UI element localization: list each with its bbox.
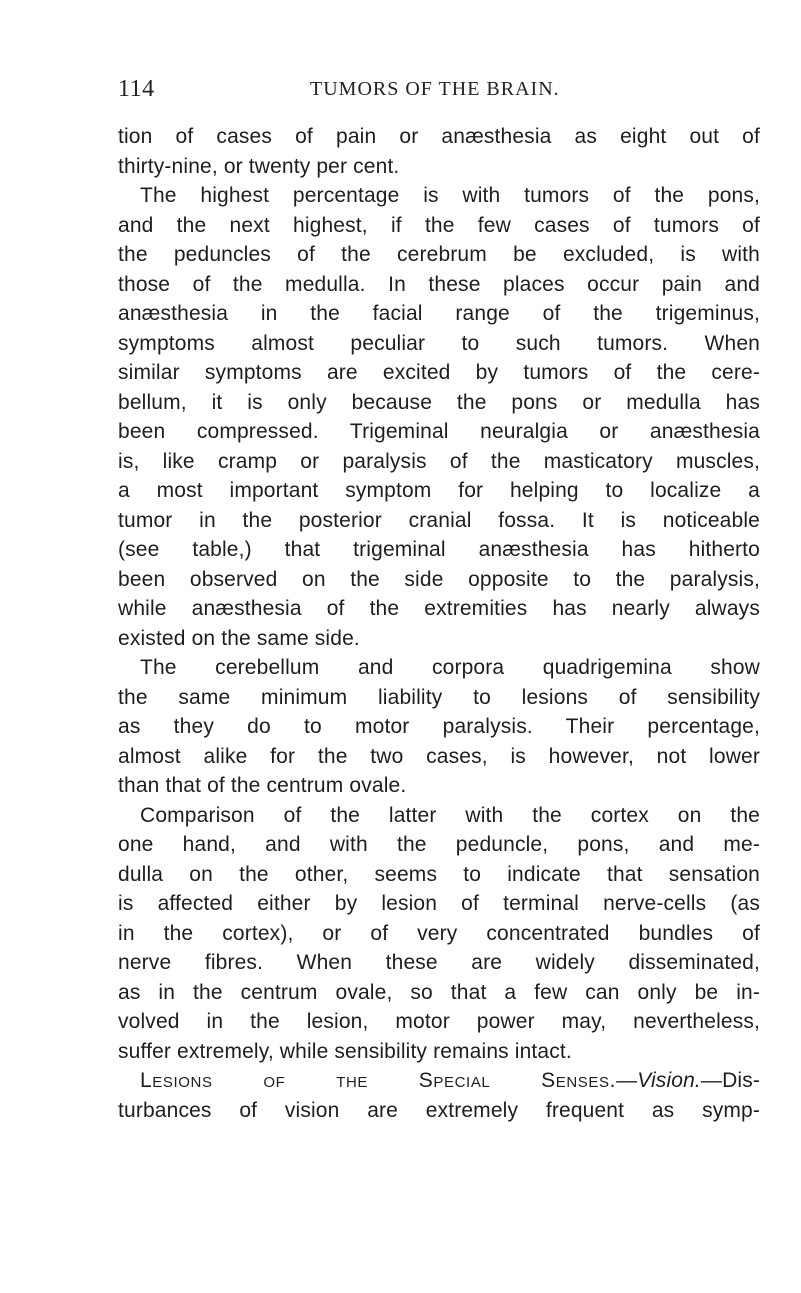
text-line: anæsthesia in the facial range of the trigeminus, [118, 302, 760, 325]
text-line: tumor in the posterior cranial fossa. It is noticeable [118, 508, 760, 532]
text-line: in the cortex), or of very concentrated bundles of [118, 921, 760, 945]
text-line: while anæsthesia of the extremities has nearly always [118, 597, 760, 620]
text-line: and the next highest, if the few cases of tumors of [118, 213, 760, 237]
text-line: The cerebellum and corpora quadrigemina show [140, 656, 760, 679]
body-text [118, 122, 760, 1125]
text-line: as in the centrum ovale, so that a few can only be in- [118, 980, 760, 1004]
section-heading-line [118, 1066, 760, 1096]
text-line: been observed on the side opposite to the paralysis, [118, 567, 760, 591]
text-line: turbances of vision are extremely frequent as symp- [118, 1098, 760, 1122]
text-line: similar symptoms are excited by tumors of the cere- [118, 361, 760, 384]
text-line: been compressed. Trigeminal neuralgia or anæsthesia [118, 420, 760, 443]
section-subheading: Vision. [637, 1069, 701, 1092]
running-title: TUMORS OF THE BRAIN. [310, 78, 560, 100]
text-line: tion of cases of pain or anæsthesia as eight out of [118, 125, 760, 148]
text-line: the peduncles of the cerebrum be excluded, is with [118, 243, 760, 266]
page-header [118, 76, 760, 110]
text-line: as they do to motor paralysis. Their percentage, [118, 715, 760, 738]
text-line: one hand, and with the peduncle, pons, and me- [118, 833, 760, 856]
text-line: (see table,) that trigeminal anæsthesia has hitherto [118, 538, 760, 561]
text-line: a most important symptom for helping to localize a [118, 479, 760, 502]
text-line: Comparison of the latter with the cortex on the [140, 803, 760, 827]
heading-dash: — [616, 1069, 638, 1092]
page-number: 114 [118, 76, 155, 102]
text-line: symptoms almost peculiar to such tumors. When [118, 331, 760, 355]
text-line: almost alike for the two cases, is however, not lower [118, 744, 760, 768]
text-line: than that of the centrum ovale. [118, 774, 407, 797]
text-line: is, like cramp or paralysis of the masticatory muscles, [118, 449, 760, 473]
text-line: is affected either by lesion of terminal nerve-cells (as [118, 892, 760, 915]
text-line: the same minimum liability to lesions of sensibility [118, 685, 760, 709]
text-line: bellum, it is only because the pons or medulla has [118, 390, 760, 414]
heading-continuation: —Dis- [700, 1069, 760, 1092]
text-line: nerve fibres. When these are widely disseminated, [118, 951, 760, 974]
text-line: existed on the same side. [118, 626, 360, 650]
text-line: suffer extremely, while sensibility remains intact. [118, 1039, 572, 1063]
text-line: volved in the lesion, motor power may, nevertheless, [118, 1010, 760, 1033]
section-heading: Lesions of the Special Senses. [140, 1069, 617, 1092]
text-line: those of the medulla. In these places occur pain and [118, 272, 760, 296]
text-line: The highest percentage is with tumors of the pons, [140, 184, 760, 207]
text-line: thirty-nine, or twenty per cent. [118, 154, 400, 178]
text-line: dulla on the other, seems to indicate that sensation [118, 862, 760, 886]
